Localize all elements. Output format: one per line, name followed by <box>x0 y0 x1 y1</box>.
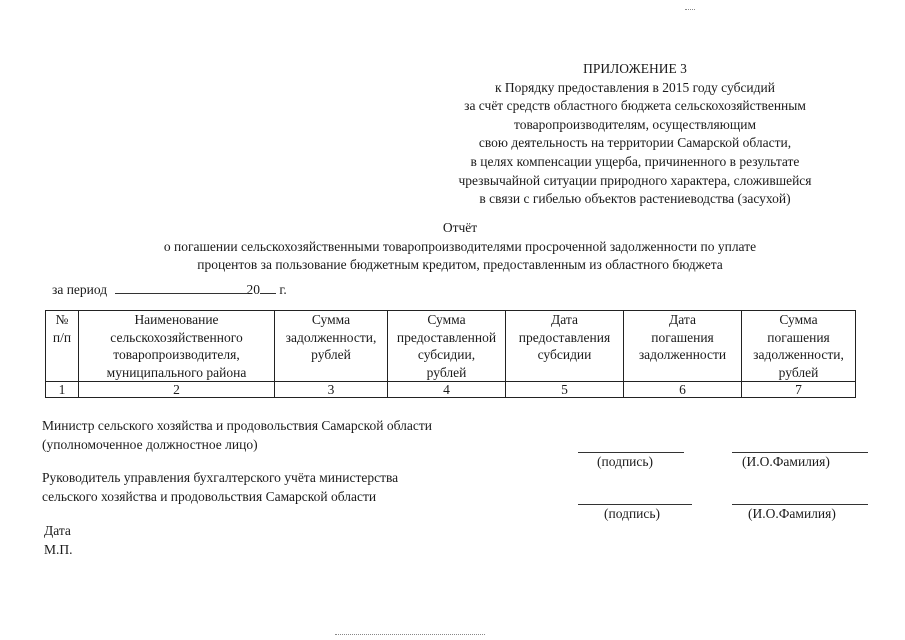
header-subsidy-date: Дата предоставления субсидии <box>506 311 624 382</box>
header-number: № п/п <box>46 311 79 382</box>
signature-caption: (подпись) <box>604 506 661 521</box>
name-caption: (И.О.Фамилия) <box>742 454 830 469</box>
annex-header <box>400 60 870 209</box>
period-year-prefix: 20 <box>246 282 260 297</box>
minister-signature-line[interactable] <box>578 452 684 453</box>
head-title: Руководитель управления бухгалтерского учёта министерства <box>42 470 399 485</box>
table-header-row <box>46 311 856 382</box>
head-name-line[interactable] <box>732 504 868 505</box>
date-label: Дата <box>44 523 71 538</box>
head-signature-block <box>42 469 398 506</box>
header-subsidy-amount: Сумма предоставленной субсидии, рублей <box>388 311 506 382</box>
period-label: за период <box>52 282 108 297</box>
table-row <box>46 382 856 398</box>
scan-mark <box>685 9 695 10</box>
annex-line: в целях компенсации ущерба, причиненного в результате <box>470 153 800 169</box>
head-subtitle: сельского хозяйства и продовольствия Самарской области <box>42 488 377 504</box>
minister-title: Министр сельского хозяйства и продовольствия Самарской области <box>42 418 432 433</box>
annex-heading: ПРИЛОЖЕНИЕ 3 <box>583 61 687 76</box>
date-stamp-block <box>44 522 73 559</box>
annex-line: товаропроизводителям, осуществляющим <box>514 116 756 132</box>
stamp-label: М.П. <box>44 541 73 557</box>
header-producer: Наименование сельскохозяйственного товаропроизводителя, муниципального района <box>79 311 275 382</box>
minister-signature-block <box>42 417 432 454</box>
column-number-cell: 2 <box>79 382 275 398</box>
column-number-cell: 4 <box>388 382 506 398</box>
header-repayment-date: Дата погашения задолженности <box>624 311 742 382</box>
report-table <box>45 310 856 398</box>
column-number-cell: 3 <box>275 382 388 398</box>
header-debt-amount: Сумма задолженности, рублей <box>275 311 388 382</box>
period-blank[interactable] <box>115 281 247 294</box>
report-subtitle-line: о погашении сельскохозяйственными товаропроизводителями просроченной задолженности по уплате <box>163 238 757 254</box>
report-title-block <box>40 219 880 275</box>
annex-line: к Порядку предоставления в 2015 году субсидий <box>495 79 775 95</box>
annex-line: в связи с гибелью объектов растениеводства (засухой) <box>479 191 791 207</box>
signature-caption: (подпись) <box>597 454 654 469</box>
minister-name-line[interactable] <box>732 452 868 453</box>
column-number-cell: 5 <box>506 382 624 398</box>
head-signature-line[interactable] <box>578 504 692 505</box>
column-number-cell: 7 <box>742 382 856 398</box>
annex-line: чрезвычайной ситуации природного характера, сложившейся <box>458 172 812 188</box>
report-title: Отчёт <box>442 220 478 235</box>
annex-line: свою деятельность на территории Самарской области, <box>478 135 792 151</box>
header-repayment-amount: Сумма погашения задолженности, рублей <box>742 311 856 382</box>
annex-line: за счёт средств областного бюджета сельскохозяйственным <box>464 98 806 114</box>
report-subtitle-line: процентов за пользование бюджетным кредитом, предоставленным из областного бюджета <box>197 257 723 273</box>
scan-mark <box>335 634 485 635</box>
period-year-suffix: г. <box>279 282 287 297</box>
minister-subtitle: (уполномоченное должностное лицо) <box>42 436 258 452</box>
name-caption: (И.О.Фамилия) <box>748 506 836 521</box>
period-year-blank[interactable] <box>260 281 276 294</box>
period-line <box>52 281 287 298</box>
column-number-cell: 6 <box>624 382 742 398</box>
column-number-cell: 1 <box>46 382 79 398</box>
